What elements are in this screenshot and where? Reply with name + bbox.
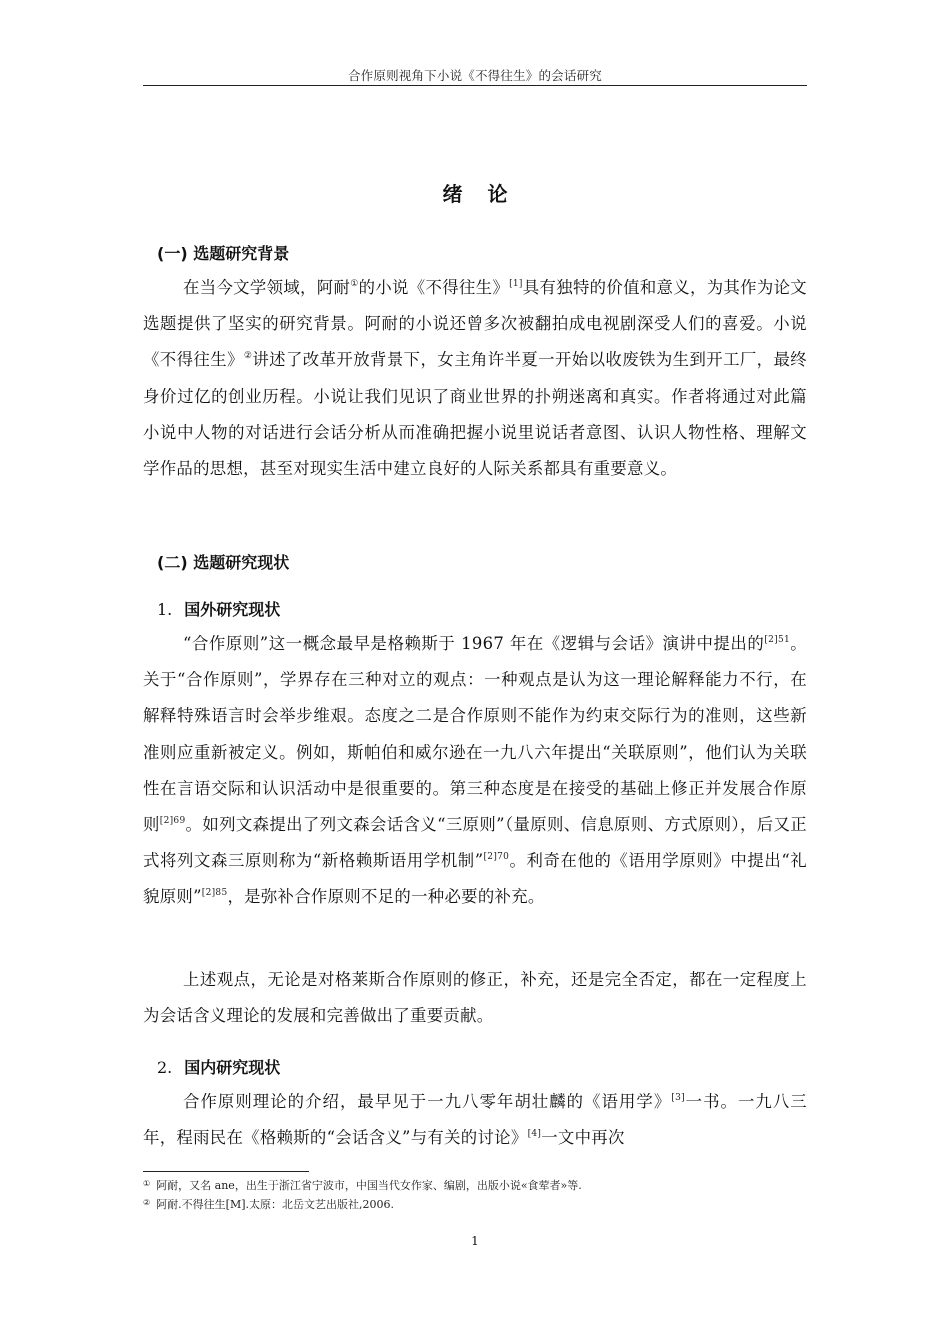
text-run: 。关于“合作原则”，学界存在三种对立的观点：一种观点是认为这一理论解释能力不行，在解释特殊语言时会举步维艰。态度之二是合作原则不能作为约束交际行为的准则，这些新准则应重新被定义。例如，斯帕伯和威尔逊在一九八六年提出“关联原则”，他们认为关联性在言语交际和认识活动中是很重要的。第三种态度是在接受的基础上修正并发展合作原则 — [143, 634, 807, 835]
subsection-title: 国外研究现状 — [184, 600, 281, 619]
subsection-number: 1. — [157, 600, 173, 619]
footnote-mark: ① — [143, 1179, 151, 1188]
running-header: 合作原则视角下小说《不得往生》的会话研究 — [347, 68, 602, 83]
text-run: 在当今文学领域，阿耐 — [183, 278, 351, 297]
citation-ref[interactable]: [2]69 — [159, 816, 186, 827]
text-run: 上述观点，无论是对格莱斯合作原则的修正，补充，还是完全否定，都在一定程度上为会话含义理论的发展和完善做出了重要贡献。 — [143, 970, 807, 1026]
text-run: 。利奇在他的《语用学原则》中提出“礼貌原则” — [143, 851, 808, 907]
text-run: 具有独特的价值和意义，为其作为论文选题提供了坚实的研究背景。阿耐的小说还曾多次被翻拍成电视剧深受人们的喜爱。小说《不得往生》 — [143, 278, 807, 370]
text-run: 一书。一九八三年，程雨民在《格赖斯的“会话含义”与有关的讨论》 — [143, 1092, 807, 1148]
page-number: 1 — [471, 1234, 479, 1248]
footnote-separator — [143, 1171, 309, 1172]
citation-ref[interactable]: [2]51 — [764, 635, 791, 645]
citation-ref[interactable]: [1] — [509, 279, 523, 289]
text-run: 一文中再次 — [541, 1128, 625, 1148]
text-run: 讲述了改革开放背景下，女主角许半夏一开始以收废铁为生到开工厂，最终身价过亿的创业历程。小说让我们见识了商业世界的扑朔迷离和真实。作者将通过对此篇小说中人物的对话进行会话分析从而准确把握小说里说话者意图、认识人物性格、理解文学作品的思想，甚至对现实生活中建立良好的人际关系都具有重要意义。 — [143, 350, 807, 479]
chapter-title: 绪 论 — [442, 182, 508, 206]
footnote-ref[interactable]: ① — [350, 279, 359, 289]
footnotes — [143, 1175, 807, 1213]
paragraph-domestic-1 — [143, 1084, 807, 1156]
subsection-heading-domestic — [143, 1055, 821, 1078]
paragraph-background — [143, 270, 807, 487]
section-heading-status: (二) 选题研究现状 — [157, 553, 290, 572]
citation-ref[interactable]: [3] — [671, 1093, 685, 1103]
paragraph-foreign-1 — [143, 626, 807, 916]
text-run: 。如列文森提出了列文森会话含义“三原则”（量原则、信息原则、方式原则），后又正式将列文森三原则称为“新格赖斯语用学机制” — [143, 815, 807, 871]
text-run: “合作原则”这一概念最早是格赖斯于 1967 年在《逻辑与会话》演讲中提出的 — [183, 634, 765, 653]
header-rule — [143, 85, 807, 86]
text-run: 合作原则理论的介绍，最早见于一九八零年胡壮麟的《语用学》 — [183, 1092, 672, 1111]
citation-ref[interactable]: [2]70 — [483, 852, 510, 863]
footnote-item — [143, 1175, 807, 1194]
citation-ref[interactable]: [2]85 — [201, 888, 228, 899]
footnote-ref[interactable]: ② — [243, 351, 253, 362]
subsection-number: 2. — [157, 1058, 173, 1077]
footnote-item — [143, 1194, 807, 1213]
subsection-heading-foreign — [143, 597, 821, 620]
subsection-title: 国内研究现状 — [184, 1058, 281, 1077]
section-heading-background: (一) 选题研究背景 — [157, 244, 290, 263]
citation-ref[interactable]: [4] — [527, 1129, 542, 1140]
paragraph-foreign-2 — [143, 962, 807, 1034]
footnote-text: 阿耐.不得往生[M].太原：北岳文艺出版社,2006. — [156, 1198, 394, 1211]
text-run: ，是弥补合作原则不足的一种必要的补充。 — [227, 887, 545, 907]
footnote-mark: ② — [143, 1198, 151, 1207]
text-run: 的小说《不得往生》 — [358, 278, 510, 297]
footnote-text: 阿耐，又名 ane，出生于浙江省宁波市，中国当代女作家、编剧，出版小说«食荤者»等. — [156, 1179, 582, 1192]
